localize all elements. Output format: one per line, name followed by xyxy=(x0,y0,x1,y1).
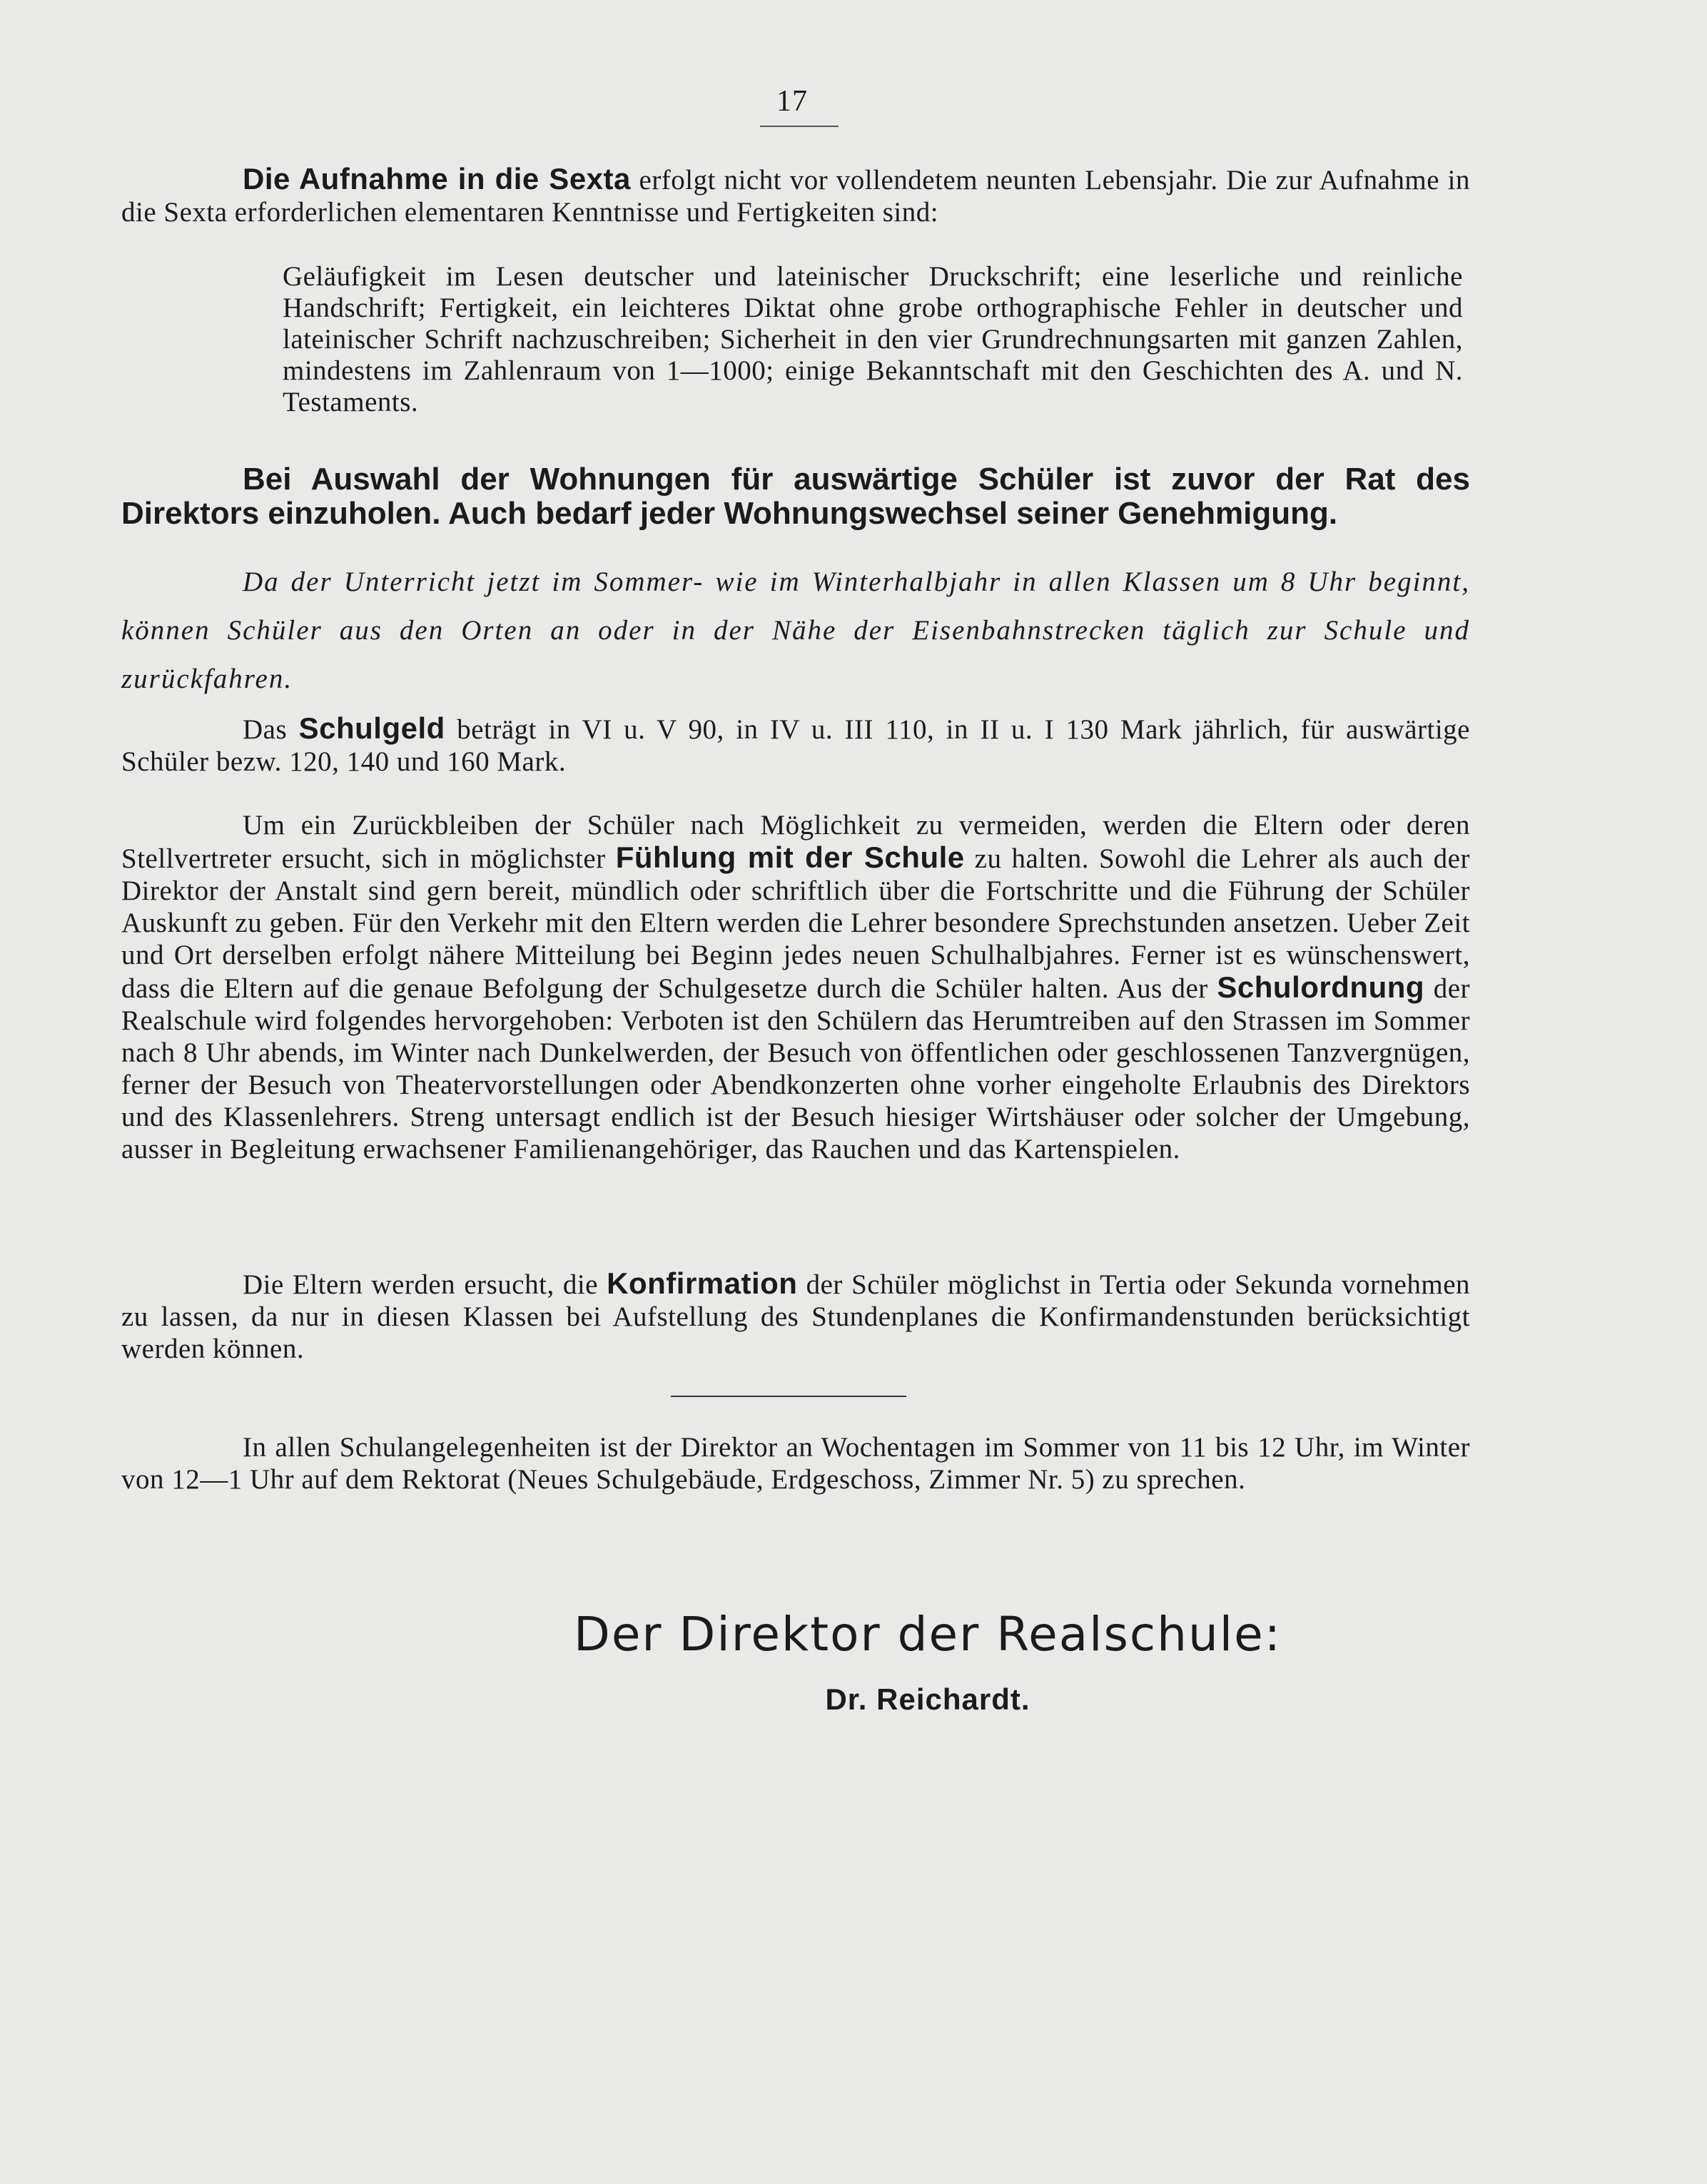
signature-name: Dr. Reichardt. xyxy=(825,1682,1030,1716)
contact-bold-2: Schulordnung xyxy=(1217,970,1425,1004)
housing-paragraph: Bei Auswahl der Wohnungen für auswärtige Schüler ist zuvor der Rat des Direktors einzuholen. Auch bedarf jeder Wohnungswechsel seiner Genehmigung. xyxy=(121,462,1470,531)
contact-bold-1: Fühlung mit der Schule xyxy=(615,840,965,874)
page-number-rule xyxy=(760,126,839,127)
confirmation-section xyxy=(121,1267,1470,1365)
admission-section xyxy=(121,163,1470,228)
requirements-section xyxy=(283,261,1463,418)
fees-prefix: Das xyxy=(243,714,299,745)
schedule-section xyxy=(121,558,1470,704)
fees-paragraph xyxy=(121,712,1470,778)
housing-section xyxy=(121,462,1470,531)
contact-text-1: Um ein Zurückbleiben der Schüler nach Möglichkeit zu vermeiden, werden die Eltern oder deren Stellvertreter ersucht, sich in möglichster xyxy=(121,810,1470,874)
admission-paragraph xyxy=(121,163,1470,228)
section-divider xyxy=(671,1396,906,1397)
requirements-paragraph: Geläufigkeit im Lesen deutscher und lateinischer Druckschrift; eine leserliche und reinliche Handschrift; Fertigkeit, ein leichteres Diktat ohne grobe orthographische Fehler in deutscher und lateinischer Schrift nachzuschreiben; Sicherheit in den vier Grundrechnungsarten mit ganzen Zahlen, mindestens im Zahlenraum von 1—1000; einige Bekanntschaft mit den Geschichten des A. und N. Testaments. xyxy=(283,261,1463,417)
admission-lead: Die Aufnahme in die Sexta xyxy=(243,162,631,195)
confirmation-paragraph xyxy=(121,1267,1470,1365)
fees-bold: Schulgeld xyxy=(298,711,445,745)
contact-paragraph xyxy=(121,809,1470,1165)
fees-text: beträgt in VI u. V 90, in IV u. III 110, in II u. I 130 Mark jährlich, für auswärtige Schüler bezw. 120, 140 und 160 Mark. xyxy=(121,714,1470,777)
confirmation-text-2: der Schüler möglichst in Tertia oder Sekunda vornehmen zu lassen, da nur in diesen Klassen bei Aufstellung des Stundenplanes die Konfirmandenstunden berücksichtigt werden können. xyxy=(121,1269,1470,1364)
confirmation-text-1: Die Eltern werden ersucht, die xyxy=(243,1269,607,1300)
signature-title: Der Direktor der Realschule: xyxy=(574,1607,1282,1662)
schedule-paragraph: Da der Unterricht jetzt im Sommer- wie im Winterhalbjahr in allen Klassen um 8 Uhr beginnt, können Schüler aus den Orten an oder in der Nähe der Eisenbahnstrecken täglich zur Schule und zurückfahren. xyxy=(121,567,1470,694)
contact-text-3: der Realschule wird folgendes hervorgehoben: Verboten ist den Schülern das Herumtreiben auf den Strassen im Sommer nach 8 Uhr abends, im Winter nach Dunkelwerden, der Besuch von öffentlichen oder geschlossenen Tanzvergnügen, ferner der Besuch von Theatervorstellungen oder Abendkonzerten ohne vorher eingeholte Erlaubnis des Direktors und des Klassenlehrers. Streng untersagt endlich ist der Besuch hiesiger Wirtshäuser oder solcher der Umgebung, ausser in Begleitung erwachsener Familienangehöriger, das Rauchen und das Kartenspielen. xyxy=(121,973,1470,1164)
confirmation-bold: Konfirmation xyxy=(607,1266,798,1300)
admission-text: erfolgt nicht vor vollendetem neunten Lebensjahr. Die zur Aufnahme in die Sexta erforderlichen elementaren Kenntnisse und Fertigkeiten sind: xyxy=(121,165,1470,228)
contact-section xyxy=(121,809,1470,1165)
contact-text-2: zu halten. Sowohl die Lehrer als auch der Direktor der Anstalt sind gern bereit, mündlich oder schriftlich über die Fortschritte und die Führung der Schüler Auskunft zu geben. Für den Verkehr mit den Eltern werden die Lehrer besondere Sprechstunden ansetzen. Ueber Zeit und Ort derselben erfolgt nähere Mitteilung bei Beginn jedes neuen Schulhalbjahres. Ferner ist es wünschenswert, dass die Eltern auf die genaue Befolgung der Schulgesetze durch die Schüler halten. Aus der xyxy=(121,843,1470,1004)
office-hours-section xyxy=(121,1431,1470,1495)
fees-section xyxy=(121,712,1470,778)
page-number: 17 xyxy=(776,85,808,118)
office-hours-paragraph: In allen Schulangelegenheiten ist der Direktor an Wochentagen im Sommer von 11 bis 12 Uhr, im Winter von 12—1 Uhr auf dem Rektorat (Neues Schulgebäude, Erdgeschoss, Zimmer Nr. 5) zu sprechen. xyxy=(121,1432,1470,1495)
